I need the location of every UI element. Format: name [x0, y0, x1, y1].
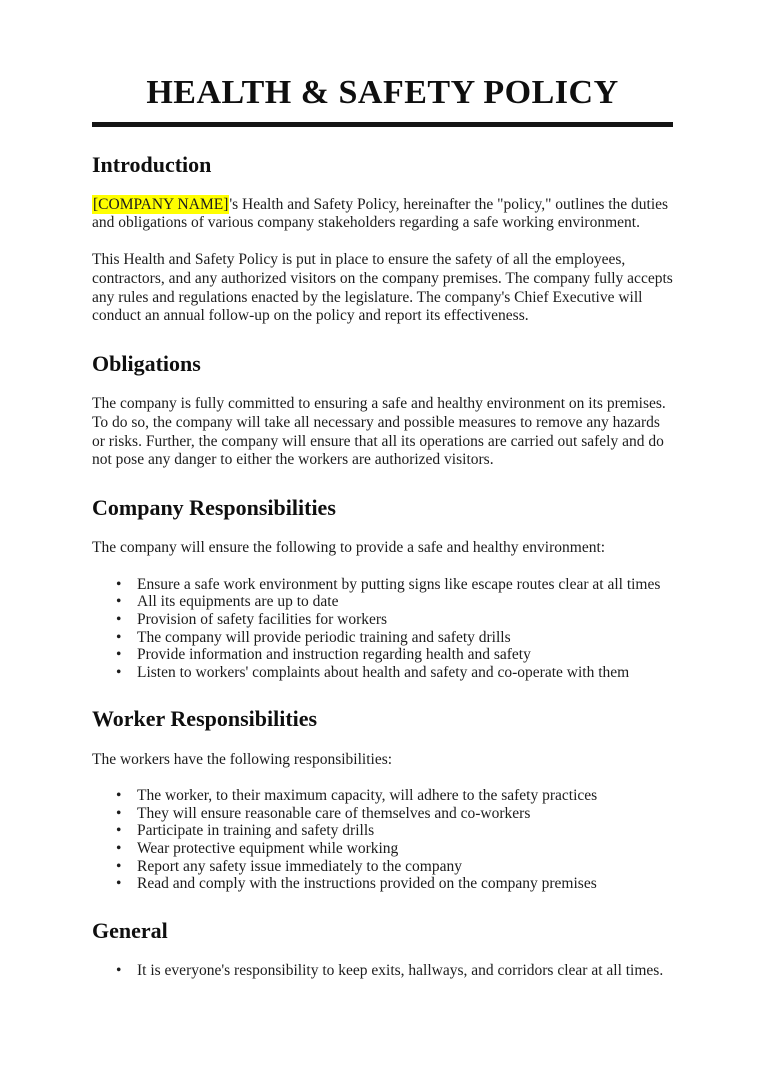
list-item: • The company will provide periodic training and safety drills	[92, 629, 673, 647]
section-heading-obligations: Obligations	[92, 350, 201, 376]
worker-responsibilities-list	[92, 787, 673, 893]
company-responsibilities-intro: The company will ensure the following to provide a safe and healthy environment:	[92, 539, 606, 557]
section-heading-general: General	[92, 917, 168, 943]
obligations-paragraph: The company is fully committed to ensuring a safe and healthy environment on its premises. To do so, the company will take all necessary and possible measures to remove any hazards or risks. Further, the company will ensure that all its operations are carried out safely and do not pose any danger to either the workers are authorized visitors.	[92, 395, 666, 469]
list-item: • All its equipments are up to date	[92, 593, 673, 611]
list-item: • Provide information and instruction regarding health and safety	[92, 646, 673, 664]
section-heading-worker-responsibilities: Worker Responsibilities	[92, 706, 318, 732]
introduction-paragraph-1	[92, 196, 673, 233]
list-item: • They will ensure reasonable care of themselves and co-workers	[92, 805, 673, 823]
list-item: • The worker, to their maximum capacity, will adhere to the safety practices	[92, 787, 673, 805]
title-divider-rule	[92, 122, 673, 127]
introduction-paragraph-1-text: 's Health and Safety Policy, hereinafter the "policy," outlines the duties and obligations of various company stakeholders regarding a safe working environment.	[92, 195, 669, 232]
introduction-paragraph-2: This Health and Safety Policy is put in place to ensure the safety of all the employees, contractors, and any authorized visitors on the company premises. The company fully accepts any rules and regulations enacted by the legislature. The company's Chief Executive will conduct an annual follow-up on the policy and report its effectiveness.	[92, 251, 673, 325]
company-responsibilities-list	[92, 576, 673, 682]
list-item: • Read and comply with the instructions provided on the company premises	[92, 875, 673, 893]
general-list	[92, 962, 673, 980]
list-item: • Participate in training and safety drills	[92, 822, 673, 840]
list-item: • It is everyone's responsibility to keep exits, hallways, and corridors clear at all times.	[92, 962, 673, 980]
list-item: • Wear protective equipment while working	[92, 840, 673, 858]
list-item: • Provision of safety facilities for workers	[92, 611, 673, 629]
company-name-placeholder: [COMPANY NAME]	[93, 195, 229, 213]
worker-responsibilities-intro: The workers have the following responsibilities:	[92, 750, 393, 768]
list-item: • Ensure a safe work environment by putting signs like escape routes clear at all times	[92, 576, 673, 594]
section-heading-company-responsibilities: Company Responsibilities	[92, 494, 336, 520]
document-title: HEALTH & SAFETY POLICY	[146, 74, 619, 111]
section-heading-introduction: Introduction	[92, 151, 212, 177]
list-item: • Report any safety issue immediately to the company	[92, 858, 673, 876]
list-item: • Listen to workers' complaints about health and safety and co-operate with them	[92, 664, 673, 682]
